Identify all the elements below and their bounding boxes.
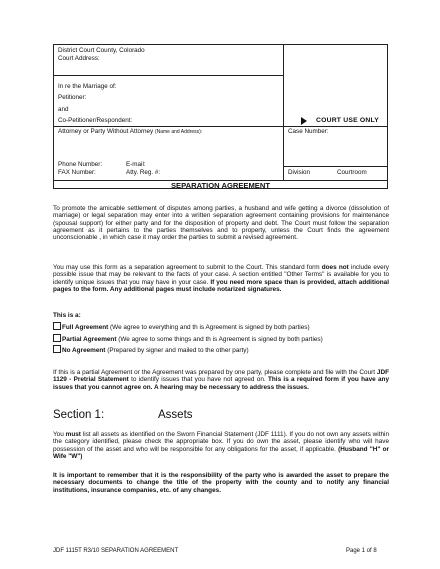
intro-paragraph: To promote the amicable settlement of disputes among parties, a husband and wife getting a divorce (dissolution of marriage) or legal separation may enter into a written separation agreement containing provisions for maintenance (spousal support) for either party and for the disposition of property and debt. The Court must follow the separation agreement as it pertains to the parties themselves and to property, unless the Court finds the agreement unconscionable , in which case it may order the parties to submit a revised agreement. bbox=[53, 205, 389, 242]
partial-agreement-paragraph: If this is a partial Agreement or the Agreement was prepared by one party, please complete and file with the Court JDF 1129 - Pretrial Statement to identify issues that you have not agreed on. This is a required form if you have any issues that you cannot agree on. A hearing may be necessary to address the issues. bbox=[53, 369, 390, 391]
petitioner: Petitioner: bbox=[58, 94, 87, 101]
caption-rule bbox=[54, 75, 283, 76]
caption-rule bbox=[283, 166, 387, 167]
section-title: Assets bbox=[158, 409, 193, 421]
phone-number: Phone Number: bbox=[58, 161, 103, 168]
form-usage-paragraph: You may use this form as a separation agreement to submit to the Court. This standard form does not include every possible issue that may be relevant to the facts of your case. A section entitled "Other Terms" is available for you to identify unique issues that you may have in your case. If you need more space than is provided, attach additional pages to the form. Any additional pages must include notarized signatures. bbox=[53, 264, 389, 293]
footer-page-number: Page 1 of 8 bbox=[346, 548, 377, 554]
court-use-only: COURT USE ONLY bbox=[316, 117, 379, 124]
case-number: Case Number: bbox=[288, 128, 329, 135]
caption-divider bbox=[283, 45, 284, 180]
attorney-label: Attorney or Party Without Attorney (Name and Address): bbox=[58, 128, 203, 135]
assets-paragraph: You must list all assets as identified on the Sworn Financial Statement (JDF 1111). If you do not own any assets within the category identified, please check the appropriate box. If you do own the asset, please identify who will have possession of the asset and who will be responsible for any obligations for the asset, if applicable. (Husband "H" or Wife "W") bbox=[53, 431, 390, 460]
this-is-heading: This is a: bbox=[53, 312, 81, 319]
caption-rule bbox=[54, 126, 387, 127]
document-title: SEPARATION AGREEMENT bbox=[170, 181, 270, 190]
court-address: Court Address: bbox=[58, 55, 100, 62]
fax-number: FAX Number: bbox=[58, 169, 96, 176]
option-no-agreement[interactable]: No Agreement (Prepared by signer and mailed to the other party) bbox=[53, 345, 249, 355]
caption-table bbox=[53, 44, 388, 189]
footer-form-id: JDF 1115T R3/10 SEPARATION AGREEMENT bbox=[53, 548, 179, 554]
section-number: Section 1: bbox=[53, 409, 105, 421]
checkbox[interactable] bbox=[53, 322, 61, 330]
title-bar bbox=[54, 180, 387, 190]
co-petitioner: Co-Petitioner/Respondent: bbox=[58, 117, 133, 124]
option-full-agreement[interactable]: Full Agreement (We agree to everything and th is Agreement is signed by both parties) bbox=[53, 322, 310, 332]
title-transfer-paragraph: It is important to remember that it is the responsibility of the party who is awarded the asset to prepare the necessary documents to change the title of the property with the county and to notify any financial institutions, insurance companies, etc. of any changes. bbox=[53, 472, 389, 494]
atty-reg: Atty. Reg. #: bbox=[126, 169, 161, 176]
checkbox[interactable] bbox=[53, 334, 61, 342]
email: E-mail: bbox=[126, 161, 146, 168]
division: Division bbox=[288, 169, 311, 176]
checkbox[interactable] bbox=[53, 345, 61, 353]
court-line: District Court County, Colorado bbox=[58, 47, 145, 54]
arrow-icon bbox=[301, 117, 307, 125]
courtroom: Courtroom bbox=[337, 169, 367, 176]
marriage-of: In re the Marriage of: bbox=[58, 83, 117, 90]
option-partial-agreement[interactable]: Partial Agreement (We agree to some things and th is Agreement is signed by both parties) bbox=[53, 334, 323, 344]
and-label: and bbox=[58, 106, 69, 113]
